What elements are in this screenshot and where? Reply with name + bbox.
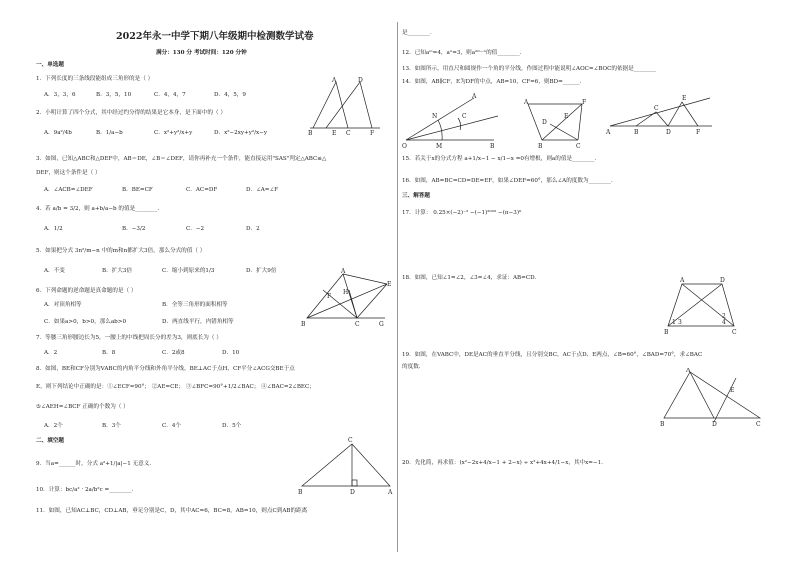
q4-option-d: D．2 <box>246 226 260 232</box>
svg-text:B: B <box>298 489 303 496</box>
figure-q11-right-triangle <box>298 436 394 498</box>
svg-text:C: C <box>346 130 351 136</box>
question-5: 5．如果把分式 3n²/m−n 中的m和n都扩大3倍，那么分式的值（ ） <box>36 248 206 254</box>
question-12: 12．已知aᵐ=4，aⁿ=3，则a²ᵐ⁻ⁿ的值________． <box>402 50 526 56</box>
q2-option-b: B．1/a−b <box>96 130 123 136</box>
question-10: 10．计算：bc/a² · 2a/b²c =________． <box>36 487 138 493</box>
svg-text:E: E <box>564 113 569 120</box>
question-4: 4．若 a/b = 3/2，则 a+b/a−b 的值是________． <box>36 206 164 212</box>
q8-option-b: B．3个 <box>102 423 121 429</box>
question-3-line1: 3．如图，已知△ABC和△DEF中，AB＝DE，∠B＝∠DEF，请你再补充一个条件，能直接运用"SAS"判定△ABC≌△ <box>36 156 327 162</box>
question-7: 7．等腰三角形腰边长为5，一腰上的中线把周长分的差为3，则底长为（ ） <box>36 335 222 341</box>
q1-option-d: D．4，5，9 <box>214 92 246 98</box>
question-13: 13．如图所示，用直尺和圆规作一个角的平分线，作图过程中能说明∠AOC=∠BOC的依据是________ <box>402 66 657 72</box>
svg-text:A: A <box>524 99 529 106</box>
question-6: 6．下列命题的逆命题是真命题的是（ ） <box>36 288 137 294</box>
svg-text:E: E <box>730 387 735 394</box>
question-9: 9．当a=______时，分式 a²+1/|a|−1 无意义． <box>36 461 155 467</box>
q7-option-b: B．8 <box>102 350 116 356</box>
svg-text:C: C <box>348 437 353 444</box>
figure-q3-triangles <box>308 76 384 136</box>
svg-text:D: D <box>542 119 547 126</box>
section-single-choice: 一、单选题 <box>36 62 64 68</box>
svg-text:D: D <box>720 277 725 284</box>
svg-text:A: A <box>686 368 691 374</box>
question-20: 20．先化简，再求值：(x²−2x+4/x−1 + 2−x) ÷ x²+4x+4/1−x，其中x=−1． <box>402 460 607 466</box>
q8-option-d: D．5个 <box>222 423 242 429</box>
svg-text:M: M <box>436 143 443 148</box>
svg-text:F: F <box>582 99 587 106</box>
question-14: 14．如图，AB∥CF，E为DF的中点，AB=10，CF=6，则BD=______． <box>402 79 586 85</box>
q1-option-a: A．3，3，6 <box>44 92 76 98</box>
figure-q13-angle-bisector <box>402 92 502 148</box>
svg-text:B: B <box>301 321 306 328</box>
question-1: 1．下列长度的三条线段能组成三角形的是（ ） <box>36 76 154 82</box>
svg-text:C: C <box>355 321 360 328</box>
svg-text:D: D <box>666 129 671 136</box>
svg-text:B: B <box>634 129 639 136</box>
svg-text:B: B <box>538 143 543 150</box>
svg-text:C: C <box>576 143 581 150</box>
figure-q8-bisectors <box>299 268 393 334</box>
question-18: 18．如图，已知∠1=∠2，∠3=∠4，求证：AB=CD． <box>402 275 541 281</box>
svg-text:A: A <box>680 277 685 284</box>
page-title: 2022年永一中学下期八年级期中检测数学试卷 <box>116 31 314 42</box>
question-11: 11．如图，已知AC⊥BC，CD⊥AB，垂足分别是C，D，其中AC=6，BC=8，AB=10，则点C到AB的距离 <box>36 508 308 514</box>
svg-text:E: E <box>332 130 337 136</box>
question-11-end: 是________． <box>402 30 436 36</box>
svg-text:F: F <box>696 129 701 136</box>
svg-text:C: C <box>654 105 659 112</box>
svg-text:G: G <box>379 321 384 328</box>
q6-option-c: C．如果a>0，b>0，那么ab>0 <box>44 319 127 325</box>
svg-text:B: B <box>660 421 665 428</box>
q5-option-c: C．缩小到原来的1/3 <box>162 268 215 274</box>
q4-option-b: B．−3/2 <box>122 226 146 232</box>
svg-text:F: F <box>327 293 332 300</box>
svg-text:A: A <box>606 129 611 136</box>
svg-text:B: B <box>308 130 313 136</box>
svg-text:D: D <box>712 421 717 428</box>
q7-option-a: A．2 <box>44 350 58 356</box>
svg-text:1: 1 <box>672 319 676 326</box>
q3-option-b: B．BE=CF <box>122 187 153 193</box>
section-fill-blank: 二、填空题 <box>36 438 64 444</box>
question-16: 16．如图，AB=BC=CD=DE=EF，如果∠DEF=60°，那么∠A的度数为________． <box>402 178 617 184</box>
q6-option-b: B．全等三角形的面积相等 <box>162 302 228 308</box>
svg-text:D: D <box>350 489 355 496</box>
svg-text:F: F <box>370 130 375 136</box>
svg-text:D: D <box>358 77 363 84</box>
left-column <box>36 0 394 561</box>
svg-text:3: 3 <box>678 319 682 326</box>
q7-option-c: C．2或8 <box>162 350 185 356</box>
svg-text:B: B <box>664 329 669 334</box>
svg-text:C: C <box>732 329 737 334</box>
figure-q16-zigzag <box>606 92 716 136</box>
question-8-line3: ⑤∠AEH=∠BCF 正确的个数为（ ） <box>36 404 129 410</box>
question-17: 17．计算： 0.25×(−2)⁻² −(−1)²⁰²⁰ −(π−3)⁰ <box>402 210 522 216</box>
q5-option-d: D．扩大9倍 <box>246 268 277 274</box>
exam-meta: 满分：130 分 考试时间：120 分钟 <box>156 50 247 56</box>
svg-text:A: A <box>332 77 337 84</box>
q5-option-b: B．扩大3倍 <box>102 268 133 274</box>
figure-q14-parallel <box>520 96 600 152</box>
svg-text:C: C <box>462 113 467 120</box>
svg-text:E: E <box>682 95 687 102</box>
svg-text:B: B <box>490 143 495 148</box>
q3-option-a: A．∠ACB=∠DEF <box>44 187 93 193</box>
q1-option-c: C．4，4，7 <box>154 92 186 98</box>
question-3-line2: DEF，则这个条件是（ ） <box>36 170 101 176</box>
column-divider <box>397 22 398 552</box>
question-2: 2．小明计算了四个分式，其中经过约分得的结果是它本身，是下面中的（ ） <box>36 110 226 116</box>
svg-text:E: E <box>387 281 392 288</box>
q4-option-a: A．1/2 <box>44 226 63 232</box>
q3-option-c: C．AC=DF <box>186 187 218 193</box>
question-19-line2: 的度数． <box>402 364 425 370</box>
section-solve: 三、解答题 <box>402 193 430 199</box>
q2-option-d: D．x²−2xy+y²/x−y <box>214 130 268 136</box>
question-8-line2: E，则下列结论中正确的是：①∠ECF=90°； ②AE=CE； ③∠BFC=90°+1/2∠BAC； ④∠BAC=2∠BEC； <box>36 384 315 390</box>
q2-option-c: C．x²+y²/x+y <box>154 130 193 136</box>
q1-option-b: B．3，5，10 <box>96 92 132 98</box>
q6-option-a: A．对顶角相等 <box>44 302 82 308</box>
svg-text:4: 4 <box>722 319 726 326</box>
svg-text:H: H <box>343 289 349 296</box>
q5-option-a: A．不变 <box>44 268 65 274</box>
svg-text:N: N <box>432 113 438 120</box>
figure-q18-trapezoid <box>664 276 740 334</box>
question-15: 15．若关于x的分式方程 a+1/x−1 − x/1−x =0有增根，则a的值是________． <box>402 156 601 162</box>
q3-option-d: D．∠A=∠F <box>246 187 279 193</box>
svg-text:2: 2 <box>722 313 726 320</box>
q8-option-c: C．4个 <box>162 423 182 429</box>
q2-option-a: A．9a²/4b <box>44 130 72 136</box>
question-19-line1: 19．如图，在VABC中，DE是AC的垂直平分线，且分别交BC，AC于点D、E两点，∠B=60°，∠BAD=70°，求∠BAC <box>402 352 703 358</box>
svg-text:O: O <box>402 143 407 148</box>
question-8-line1: 8．如图，BE和CF分别为VABC的内角平分线和外角平分线，BE⊥AC于点H，CF平分∠ACG交BE于点 <box>36 366 295 372</box>
svg-text:C: C <box>756 421 761 428</box>
q7-option-d: D．10 <box>222 350 240 356</box>
q8-option-a: A．2个 <box>44 423 63 429</box>
svg-text:A: A <box>472 93 477 100</box>
svg-text:A: A <box>341 268 346 275</box>
q6-option-d: D．两直线平行，内错角相等 <box>162 319 234 325</box>
right-column <box>402 0 762 561</box>
q4-option-c: C．−2 <box>186 226 205 232</box>
figure-q19-perp-bisector <box>660 368 764 428</box>
svg-text:A: A <box>388 489 393 496</box>
